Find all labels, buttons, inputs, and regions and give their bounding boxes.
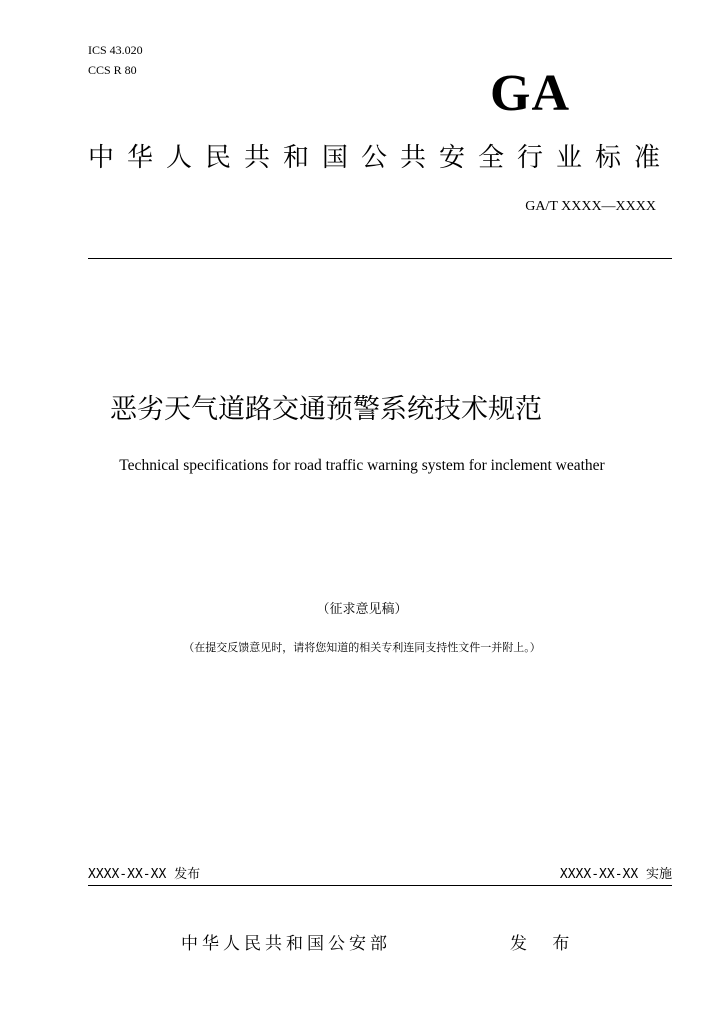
issuing-authority: 中华人民共和国公安部 (181, 934, 391, 954)
implementation-date: XXXX-XX-XX 实施 (559, 867, 672, 882)
ics-code: ICS 43.020 (88, 43, 143, 57)
chinese-title: 恶劣天气道路交通预警系统技术规范 (110, 394, 542, 425)
draft-note: （在提交反馈意见时，请将您知道的相关专利连同支持性文件一并附上。） (183, 641, 541, 654)
organization-title: 中华人民共和国公共安全行业标准 (88, 143, 674, 173)
top-divider (88, 258, 672, 259)
ccs-code: CCS R 80 (88, 63, 137, 77)
issue-word: 发 布 (510, 934, 580, 954)
issue-date: XXXX-XX-XX 发布 (88, 867, 201, 882)
draft-label: （征求意见稿） (316, 602, 408, 617)
ga-logo: GA (490, 65, 570, 122)
bottom-divider (88, 885, 672, 886)
english-title: Technical specifications for road traffic warning system for inclement weather (119, 457, 605, 474)
standard-number: GA/T XXXX—XXXX (525, 199, 656, 214)
